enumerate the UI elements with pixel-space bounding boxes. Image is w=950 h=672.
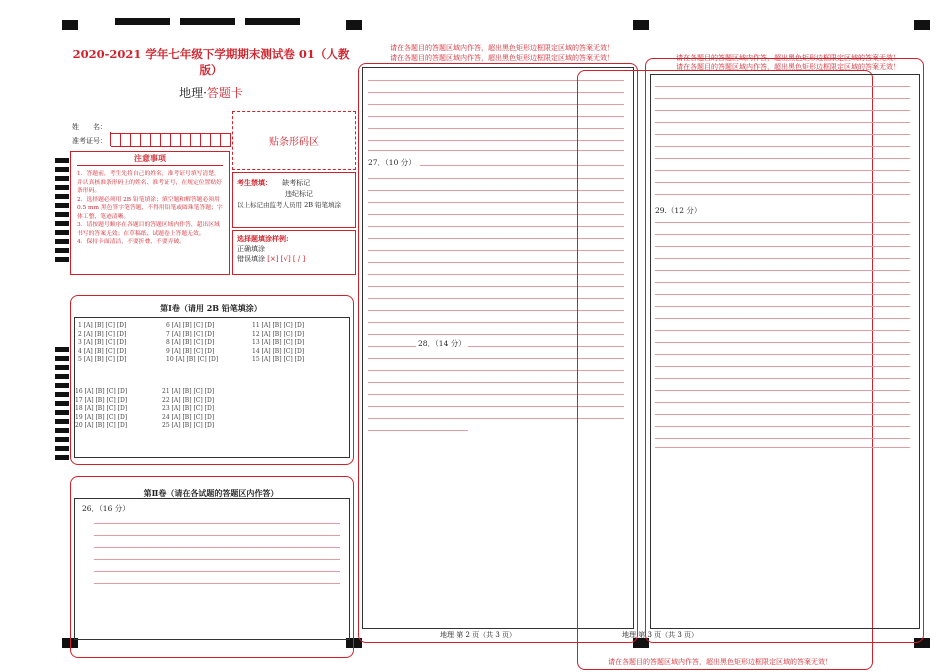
violation-mark[interactable]: 违纪标记 bbox=[285, 190, 313, 198]
side-timing-marks bbox=[55, 347, 69, 460]
correct-fill-label: 正确填涂 bbox=[237, 245, 265, 253]
wrong-fill-label: 错误填涂 bbox=[237, 255, 265, 263]
notice-item: 1．答题前，考生先将自己的姓名，准考证号填写清楚，并认真核准条形码上的姓名、准考证号，在规定位置贴好条形码。 bbox=[77, 171, 222, 194]
choice-col-3[interactable]: 11 [A] [B] [C] [D] 12 [A] [B] [C] [D] 13 [A] [B] [C] [D] 14 [A] [B] [C] [D] 15 [A] [B] [C] [D] bbox=[252, 322, 305, 363]
registration-mark bbox=[245, 18, 300, 25]
notice-header: 注意事项 bbox=[77, 152, 223, 166]
title-line: 2020-2021 学年七年级下学期期末测试卷 01（人教 bbox=[72, 47, 350, 61]
fill-sample-box bbox=[232, 230, 356, 275]
side-timing-marks bbox=[55, 158, 69, 262]
q26-label: 26．（16 分） bbox=[82, 504, 130, 513]
area-warning: 请在各题目的答题区域内作答，超出黑色矩形边框限定区域的答案无效！ bbox=[676, 54, 900, 62]
notice-item: 3．请按题号顺序在各题目的答题区域内作答，超出区域书写的答案无效；在草稿纸、试题卷上答题无效。 bbox=[77, 222, 220, 237]
fill-sample-label: 选择题填涂样例: bbox=[237, 234, 289, 243]
card-label: 答题卡 bbox=[206, 86, 243, 100]
choice-col-2[interactable]: 6 [A] [B] [C] [D] 7 [A] [B] [C] [D] 8 [A] [B] [C] [D] 9 [A] [B] [C] [D] 10 [A] [B] [C] [D] bbox=[166, 322, 219, 363]
notice-box bbox=[70, 151, 230, 275]
q29-label: 29.（12 分） bbox=[655, 206, 702, 215]
title-line: 版） bbox=[199, 63, 223, 77]
barcode-label: 贴条形码区 bbox=[269, 137, 319, 148]
notice-list bbox=[71, 166, 229, 247]
exam-no-grid[interactable] bbox=[110, 132, 231, 146]
registration-mark bbox=[62, 20, 78, 30]
registration-mark bbox=[346, 20, 362, 30]
forbidden-note: 以上标记由监考人员用 2B 铅笔填涂 bbox=[237, 201, 342, 209]
section-1-title: 第Ⅰ卷（请用 2B 铅笔填涂） bbox=[160, 303, 262, 313]
subject-label: 地理 bbox=[179, 86, 204, 100]
q26-answer-box[interactable] bbox=[74, 498, 350, 640]
q28-label: 28．（14 分） bbox=[418, 339, 466, 348]
forbidden-box bbox=[232, 172, 356, 228]
section-2-title: 第Ⅱ卷（请在各试题的答题区内作答） bbox=[143, 488, 279, 498]
q27-label: 27．（10 分） bbox=[368, 158, 416, 167]
registration-mark bbox=[115, 18, 170, 25]
exam-no-label: 准考证号： bbox=[72, 137, 107, 145]
barcode-area[interactable] bbox=[232, 111, 356, 170]
page-3-footer: 地理 第 3 页（共 3 页） bbox=[622, 631, 699, 639]
forbidden-label: 考生禁填： bbox=[237, 178, 272, 187]
notice-item: 2．选择题必须用 2B 铅笔填涂；填空题和解答题必须用 0.5 mm 黑色签字笔答题，不得用铅笔或圆珠笔答题；字体工整、笔迹清晰。 bbox=[77, 196, 223, 220]
registration-mark bbox=[633, 20, 649, 30]
area-warning: 请在各题目的答题区域内作答，超出黑色矩形边框限定区域的答案无效！ bbox=[676, 63, 900, 71]
page-2-footer: 地理 第 2 页（共 3 页） bbox=[440, 631, 517, 639]
choice-col-1[interactable]: 1 [A] [B] [C] [D] 2 [A] [B] [C] [D] 3 [A] [B] [C] [D] 4 [A] [B] [C] [D] 5 [A] [B] [C] [D] bbox=[78, 322, 127, 363]
wrong-fill-marks: [×] [√] [ / ] bbox=[267, 255, 306, 263]
choice-col-4[interactable]: 16 [A] [B] [C] [D] 17 [A] [B] [C] [D] 18 [A] [B] [C] [D] 19 [A] [B] [C] [D] 20 [A] [B] [C] [D] bbox=[75, 388, 128, 429]
registration-mark bbox=[914, 20, 930, 30]
name-label: 姓 名： bbox=[72, 123, 107, 131]
page-title bbox=[70, 46, 352, 78]
area-warning: 请在各题目的答题区域内作答，超出黑色矩形边框限定区域的答案无效！ bbox=[390, 44, 614, 52]
subject-heading: 地理·答题卡 bbox=[179, 86, 243, 100]
area-warning: 请在各题目的答题区域内作答，超出黑色矩形边框限定区域的答案无效！ bbox=[608, 658, 832, 666]
absent-mark[interactable]: 缺考标记 bbox=[282, 179, 311, 187]
choice-col-5[interactable]: 21 [A] [B] [C] [D] 22 [A] [B] [C] [D] 23 [A] [B] [C] [D] 24 [A] [B] [C] [D] 25 [A] [B] [C] [D] bbox=[162, 388, 215, 429]
area-warning: 请在各题目的答题区域内作答，超出黑色矩形边框限定区域的答案无效！ bbox=[390, 54, 614, 62]
registration-mark bbox=[180, 18, 235, 25]
notice-item: 4．保持卡面清洁，不要折叠、不要弄破。 bbox=[77, 239, 186, 245]
